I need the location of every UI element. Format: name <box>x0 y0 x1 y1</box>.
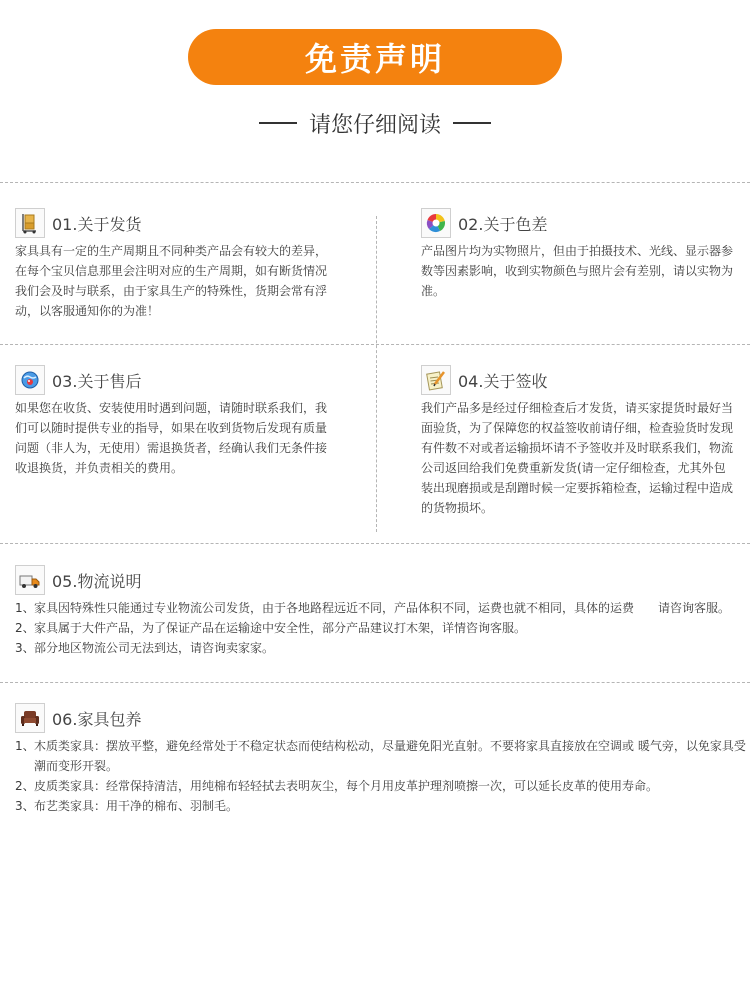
armchair-icon <box>15 703 45 733</box>
care-list <box>15 736 746 816</box>
section-shipping <box>15 207 333 321</box>
section-title: 04.关于签收 <box>458 371 548 391</box>
logistics-list <box>15 598 745 658</box>
section-title: 03.关于售后 <box>52 371 142 391</box>
divider-2 <box>0 344 750 345</box>
subtitle-text: 请您仔细阅读 <box>308 112 441 138</box>
list-item: 3、 部分地区物流公司无法到达，请咨询卖家家。 <box>15 641 275 655</box>
list-item: 2、 家具属于大件产品，为了保证产品在运输途中安全性，部分产品建议打木架，详情咨询客服。 <box>15 621 527 635</box>
sign-notepad-icon <box>421 365 451 395</box>
section-sign-receipt <box>421 364 735 518</box>
subtitle-dash-right <box>453 122 491 124</box>
section-furniture-care <box>15 702 746 816</box>
section-color-difference <box>421 207 735 301</box>
service-globe-icon <box>15 365 45 395</box>
section-title: 02.关于色差 <box>458 214 548 234</box>
section-after-sales <box>15 364 333 478</box>
list-item: 1、 木质类家具：摆放平整，避免经常处于不稳定状态而使结构松动，尽量避免阳光直射。不要将家具直接放在空调或 暖气旁，以免家具受潮而变形开裂。 <box>15 739 746 773</box>
subtitle <box>0 106 750 140</box>
color-wheel-icon <box>421 208 451 238</box>
section-title: 05.物流说明 <box>52 571 142 591</box>
divider-4 <box>0 682 750 683</box>
subtitle-dash-left <box>259 122 297 124</box>
banner-title: 免责声明 <box>304 40 445 78</box>
section-text: 产品图片均为实物照片，但由于拍摄技术、光线、显示器参数等因素影响，收到实物颜色与照片会有差别，请以实物为准。 <box>421 244 734 298</box>
divider-1 <box>0 182 750 183</box>
section-text: 如果您在收货、安装使用时遇到问题，请随时联系我们，我们可以随时提供专业的指导，如果在收到货物后发现有质量问题（非人为，无使用）需退换货者，经确认我们无条件接收退换货，并负责相关的费用。 <box>15 401 328 475</box>
cargo-dolly-icon <box>15 208 45 238</box>
disclaimer-banner <box>188 29 562 85</box>
column-divider <box>376 216 377 532</box>
list-item: 1、 家具因特殊性只能通过专业物流公司发货，由于各地路程远近不同，产品体积不同，运费也就不相同，具体的运费 请咨询客服。 <box>15 601 731 615</box>
section-title: 06.家具包养 <box>52 709 142 729</box>
truck-icon <box>15 565 45 595</box>
list-item: 3、 布艺类家具：用干净的棉布、羽制毛。 <box>15 799 239 813</box>
section-text: 我们产品多是经过仔细检查后才发货，请买家提货时最好当面验货，为了保障您的权益签收前请仔细，检查验货时发现有件数不对或者运输损坏请不予签收并及时联系我们，物流公司返回给我们免费重新发货(请一定仔细检查，尤其外包装出现磨损或是刮蹭时候一定要拆箱检查，运输过程中造成的货物损坏。 <box>421 401 734 515</box>
list-item: 2、 皮质类家具：经常保持清洁，用纯棉布轻轻拭去表明灰尘，每个月用皮革护理剂喷擦一次，可以延长皮革的使用寿命。 <box>15 779 659 793</box>
section-text: 家具具有一定的生产周期且不同种类产品会有较大的差异，在每个宝贝信息那里会注明对应的生产周期，如有断货情况我们会及时与联系，由于家具生产的特殊性，货期会常有浮动，以客服通知你的为准！ <box>15 244 328 318</box>
section-title: 01.关于发货 <box>52 214 142 234</box>
section-logistics <box>15 564 745 658</box>
divider-3 <box>0 543 750 544</box>
